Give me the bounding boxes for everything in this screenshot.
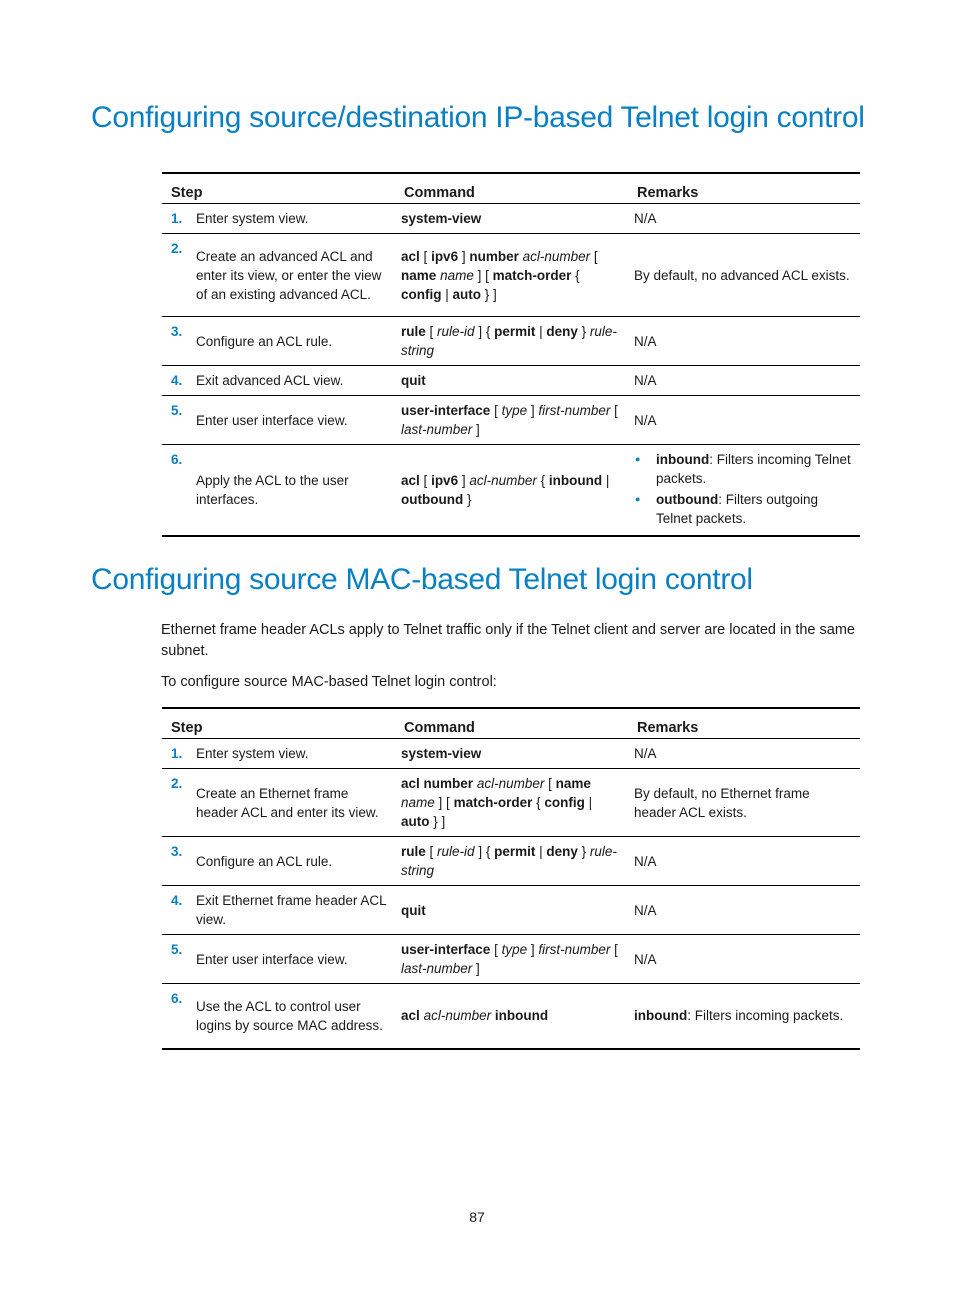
remarks-cell: By default, no Ethernet frame header ACL exists. [628, 769, 860, 837]
table-row [162, 204, 860, 234]
config-table [162, 172, 860, 537]
step-number: 5. [162, 396, 194, 445]
step-description: Exit Ethernet frame header ACL view. [194, 886, 395, 935]
remarks-cell: N/A [628, 366, 860, 396]
remarks-cell: N/A [628, 317, 860, 366]
step-number: 4. [162, 886, 194, 935]
config-table [162, 707, 860, 1050]
header-command: Command [395, 173, 628, 204]
table-row [162, 396, 860, 445]
step-description: Enter system view. [194, 739, 395, 769]
step-description: Configure an ACL rule. [194, 317, 395, 366]
table-row [162, 935, 860, 984]
remarks-cell: N/A [628, 935, 860, 984]
step-number: 2. [162, 769, 194, 837]
remarks-cell: N/A [628, 837, 860, 886]
step-description: Exit advanced ACL view. [194, 366, 395, 396]
step-description: Enter user interface view. [194, 396, 395, 445]
remarks-list-item: ● inbound: Filters incoming Telnet packets. [656, 450, 854, 488]
step-number: 3. [162, 837, 194, 886]
page-number: 87 [469, 1209, 485, 1225]
command-cell: system-view [395, 204, 628, 234]
step-number: 1. [162, 204, 194, 234]
remarks-cell: N/A [628, 886, 860, 935]
table-row [162, 366, 860, 396]
remarks-cell: N/A [628, 204, 860, 234]
command-cell: user-interface [ type ] first-number [ last-number ] [395, 396, 628, 445]
header-command: Command [395, 708, 628, 739]
step-number: 6. [162, 984, 194, 1049]
remarks-list [634, 450, 854, 528]
remarks-list-item: ● outbound: Filters outgoing Telnet packets. [656, 490, 854, 528]
step-description: Configure an ACL rule. [194, 837, 395, 886]
step-description: Apply the ACL to the user interfaces. [194, 445, 395, 537]
section-title: Configuring source MAC-based Telnet login control [91, 563, 753, 596]
remarks-cell: By default, no advanced ACL exists. [628, 234, 860, 317]
table-body [162, 739, 860, 1049]
command-cell: quit [395, 886, 628, 935]
table-row [162, 234, 860, 317]
command-cell: acl number acl-number [ name name ] [ match-order { config | auto } ] [395, 769, 628, 837]
body-paragraph: To configure source MAC-based Telnet login control: [161, 674, 497, 690]
command-cell: user-interface [ type ] first-number [ last-number ] [395, 935, 628, 984]
command-cell: rule [ rule-id ] { permit | deny } rule-string [395, 317, 628, 366]
step-number: 3. [162, 317, 194, 366]
step-number: 2. [162, 234, 194, 317]
command-cell: system-view [395, 739, 628, 769]
table-row [162, 886, 860, 935]
table-row [162, 837, 860, 886]
table-row [162, 984, 860, 1049]
step-description: Create an Ethernet frame header ACL and enter its view. [194, 769, 395, 837]
table-body [162, 204, 860, 537]
section-title: Configuring source/destination IP-based Telnet login control [91, 101, 865, 134]
header-step: Step [162, 708, 395, 739]
remarks-cell: N/A [628, 739, 860, 769]
remarks-cell: N/A [628, 396, 860, 445]
step-number: 6. [162, 445, 194, 537]
step-description: Enter system view. [194, 204, 395, 234]
remarks-cell: inbound: Filters incoming packets. [628, 984, 860, 1049]
step-number: 4. [162, 366, 194, 396]
command-cell: quit [395, 366, 628, 396]
step-description: Enter user interface view. [194, 935, 395, 984]
step-number: 1. [162, 739, 194, 769]
table-row [162, 317, 860, 366]
body-paragraph: Ethernet frame header ACLs apply to Telnet traffic only if the Telnet client and server are located in the same subnet. [161, 622, 855, 659]
step-description: Create an advanced ACL and enter its view, or enter the view of an existing advanced ACL. [194, 234, 395, 317]
table-row [162, 769, 860, 837]
command-cell: rule [ rule-id ] { permit | deny } rule-string [395, 837, 628, 886]
step-number: 5. [162, 935, 194, 984]
header-remarks: Remarks [628, 173, 860, 204]
command-cell: acl [ ipv6 ] number acl-number [ name name ] [ match-order { config | auto } ] [395, 234, 628, 317]
header-step: Step [162, 173, 395, 204]
command-cell: acl [ ipv6 ] acl-number { inbound | outbound } [395, 445, 628, 537]
header-remarks: Remarks [628, 708, 860, 739]
command-cell: acl acl-number inbound [395, 984, 628, 1049]
table-row [162, 739, 860, 769]
table-row [162, 445, 860, 537]
remarks-cell [628, 445, 860, 537]
step-description: Use the ACL to control user logins by source MAC address. [194, 984, 395, 1049]
